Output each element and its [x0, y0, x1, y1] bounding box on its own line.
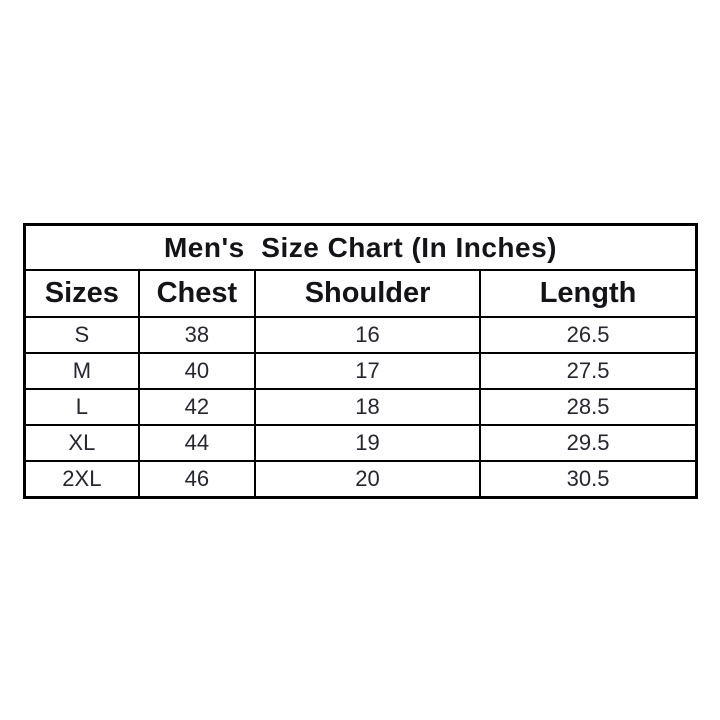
- cell-size: M: [25, 353, 139, 389]
- cell-chest: 38: [139, 317, 255, 353]
- header-length: Length: [480, 270, 696, 317]
- title-row: [25, 225, 697, 271]
- header-shoulder: Shoulder: [255, 270, 480, 317]
- header-sizes: Sizes: [25, 270, 139, 317]
- table-row-2xl: [25, 461, 697, 498]
- cell-shoulder: 18: [255, 389, 480, 425]
- table-row-xl: [25, 425, 697, 461]
- cell-length: 29.5: [480, 425, 696, 461]
- table-row-l: [25, 389, 697, 425]
- cell-shoulder: 17: [255, 353, 480, 389]
- cell-shoulder: 19: [255, 425, 480, 461]
- cell-size: S: [25, 317, 139, 353]
- cell-length: 30.5: [480, 461, 696, 498]
- cell-shoulder: 16: [255, 317, 480, 353]
- cell-chest: 40: [139, 353, 255, 389]
- table-title: Men's Size Chart (In Inches): [25, 225, 697, 271]
- cell-size: L: [25, 389, 139, 425]
- cell-length: 27.5: [480, 353, 696, 389]
- cell-shoulder: 20: [255, 461, 480, 498]
- cell-size: 2XL: [25, 461, 139, 498]
- cell-chest: 46: [139, 461, 255, 498]
- table-row-s: [25, 317, 697, 353]
- header-chest: Chest: [139, 270, 255, 317]
- table-row-m: [25, 353, 697, 389]
- header-row: [25, 270, 697, 317]
- cell-length: 28.5: [480, 389, 696, 425]
- cell-size: XL: [25, 425, 139, 461]
- size-chart-table: [23, 223, 698, 499]
- cell-chest: 44: [139, 425, 255, 461]
- cell-length: 26.5: [480, 317, 696, 353]
- cell-chest: 42: [139, 389, 255, 425]
